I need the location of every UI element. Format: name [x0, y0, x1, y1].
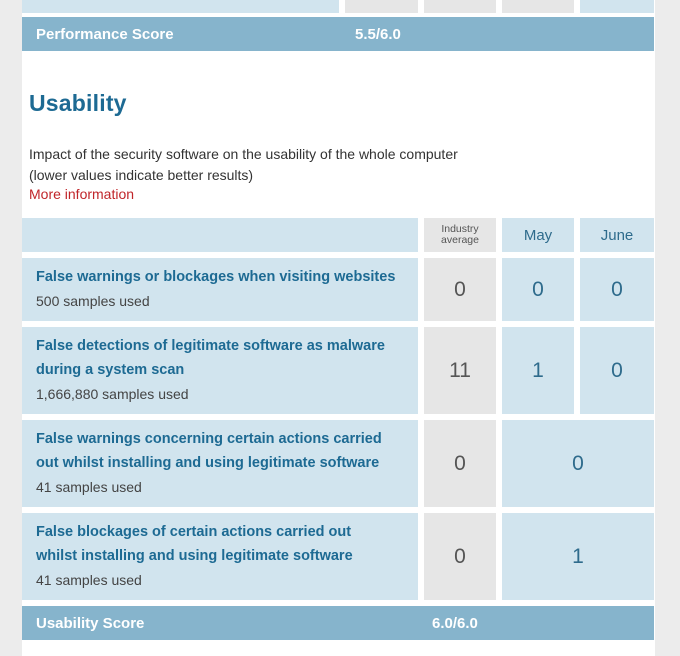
table-row-label: [22, 420, 418, 507]
row-title-line-2: during a system scan: [36, 362, 185, 378]
industry-average-value: 11: [424, 327, 496, 414]
column-header-june: June: [580, 218, 654, 252]
prev-table-cell: [580, 0, 654, 13]
prev-table-cell: [502, 0, 574, 13]
row-samples: 1,666,880 samples used: [36, 386, 189, 402]
usability-score-bar: [22, 606, 654, 640]
may-june-combined-value: 1: [502, 513, 654, 600]
industry-average-value: 0: [424, 513, 496, 600]
industry-average-value: 0: [424, 420, 496, 507]
row-title-line-1: False warnings concerning certain actions carried: [36, 431, 382, 447]
prev-table-label-cell: [22, 0, 339, 13]
description-line-2: (lower values indicate better results): [29, 167, 254, 183]
column-header-may: May: [502, 218, 574, 252]
section-description: [29, 144, 458, 186]
industry-average-value: 0: [424, 258, 496, 321]
may-value: 1: [502, 327, 574, 414]
table-row-label: [22, 513, 418, 600]
row-samples: 500 samples used: [36, 293, 150, 309]
industry-header-line-1: Industry: [441, 223, 479, 235]
prev-table-industry-cell: [345, 0, 418, 13]
more-information-link[interactable]: More information: [29, 186, 135, 202]
table-header-label-cell: [22, 218, 418, 252]
may-value: 0: [502, 258, 574, 321]
performance-score-label: Performance Score: [36, 26, 174, 43]
row-title: False warnings or blockages when visiting websites: [36, 269, 396, 285]
section-title: Usability: [29, 90, 127, 116]
usability-score-value: 6.0/6.0: [432, 615, 478, 632]
june-value: 0: [580, 327, 654, 414]
row-title-line-2: out whilst installing and using legitimate software: [36, 455, 380, 471]
row-samples: 41 samples used: [36, 479, 142, 495]
table-row-label: [22, 258, 418, 321]
table-row-label: [22, 327, 418, 414]
description-line-1: Impact of the security software on the usability of the whole computer: [29, 146, 458, 162]
row-title-line-1: False detections of legitimate software as malware: [36, 338, 385, 354]
row-title-line-1: False blockages of certain actions carried out: [36, 524, 352, 540]
prev-table-cell: [424, 0, 496, 13]
may-june-combined-value: 0: [502, 420, 654, 507]
usability-score-label: Usability Score: [36, 615, 145, 632]
industry-header-line-2: average: [441, 234, 479, 246]
june-value: 0: [580, 258, 654, 321]
row-samples: 41 samples used: [36, 572, 142, 588]
performance-score-bar: [22, 17, 654, 51]
performance-score-value: 5.5/6.0: [355, 26, 401, 43]
row-title-line-2: whilst installing and using legitimate software: [36, 548, 353, 564]
column-header-industry-average: [424, 218, 496, 252]
